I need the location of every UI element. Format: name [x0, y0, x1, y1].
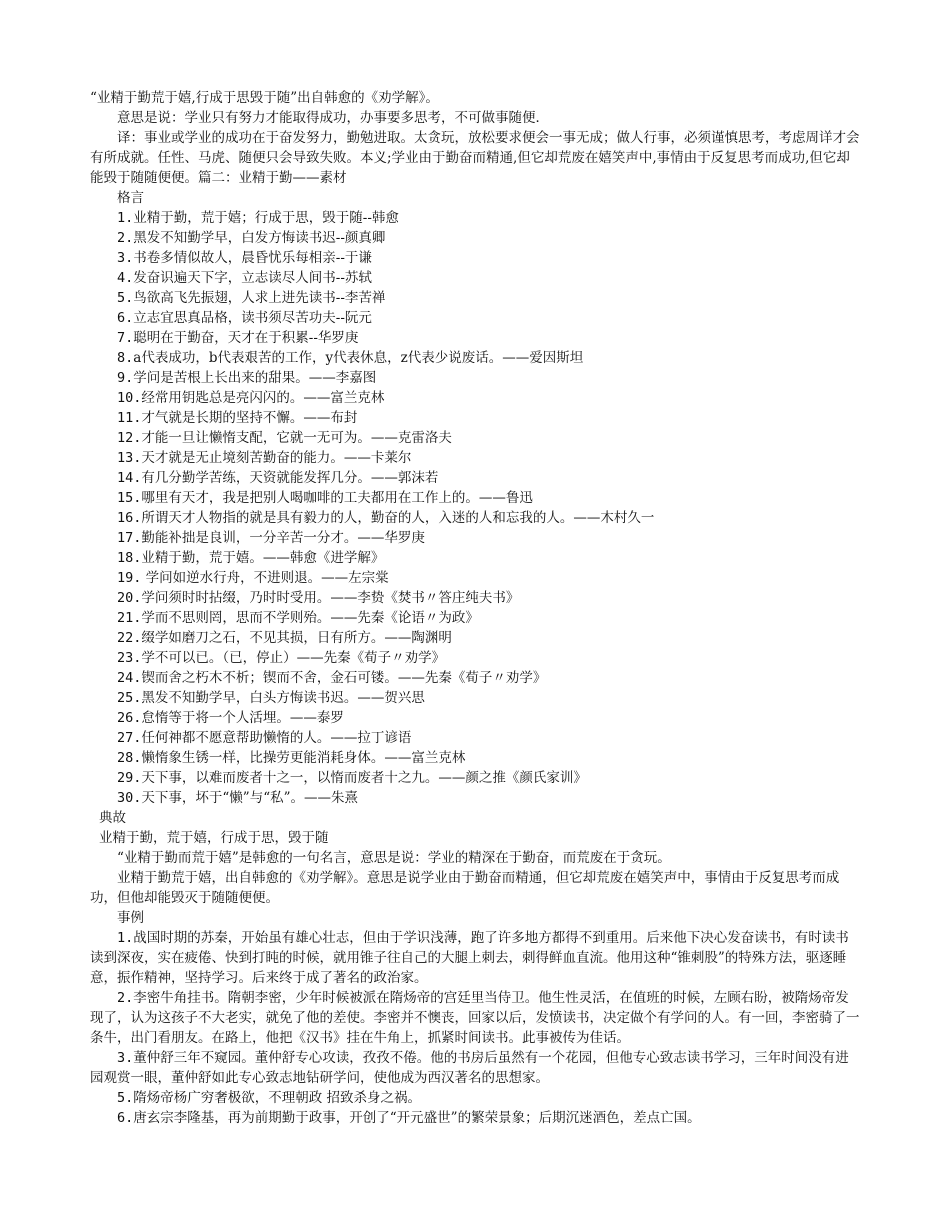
- list-item: [90, 228, 860, 248]
- item-text: 黑发不知勤学早，白发方悔读书迟--颜真卿: [133, 230, 386, 246]
- list-item: [90, 348, 860, 368]
- item-number: 3.: [117, 250, 134, 266]
- item-text: 才气就是长期的坚持不懈。——布封: [141, 410, 358, 426]
- item-number: 11.: [117, 410, 142, 426]
- item-number: 3.: [117, 1050, 134, 1066]
- list-item: [90, 1048, 860, 1088]
- list-item: [90, 688, 860, 708]
- list-item: [90, 528, 860, 548]
- list-item: [90, 288, 860, 308]
- item-number: 22.: [117, 630, 142, 646]
- item-text: 业精于勤，荒于嬉。——韩愈《进学解》: [141, 550, 385, 566]
- list-item: [90, 248, 860, 268]
- item-text: 战国时期的苏秦，开始虽有雄心壮志，但由于学识浅薄，跑了许多地方都得不到重用。后来他下决心发奋读书，有时读书读到深夜，实在疲倦、快到打盹的时候，就用锥子往自己的大腿上刺去，刺得鲜血直流。他用这种“锥刺股”的特殊方法，驱逐睡意，振作精神，坚持学习。后来终于成了著名的政治家。: [90, 930, 849, 986]
- list-item: [90, 408, 860, 428]
- item-text: 学不可以已。（已，停止）——先秦《荀子〃劝学》: [141, 650, 446, 666]
- item-number: 23.: [117, 650, 142, 666]
- item-number: 2.: [117, 230, 134, 246]
- item-number: 4.: [117, 270, 134, 286]
- list-item: [90, 388, 860, 408]
- item-number: 5.: [117, 290, 134, 306]
- item-text: 学而不思则罔，思而不学则殆。——先秦《论语〃为政》: [141, 610, 479, 626]
- item-number: 20.: [117, 590, 142, 606]
- item-text: 发奋识遍天下字，立志读尽人间书--苏轼: [133, 270, 372, 286]
- geyan-heading: 格言: [117, 190, 144, 206]
- list-item: [90, 208, 860, 228]
- list-item: [90, 668, 860, 688]
- list-item: [90, 1088, 860, 1108]
- diangu-line-1: 业精于勤，荒于嬉，行成于思，毁于随: [99, 830, 329, 846]
- list-item: [90, 988, 860, 1048]
- item-text: 怠惰等于将一个人活埋。——泰罗: [141, 710, 344, 726]
- list-item: [90, 548, 860, 568]
- item-text: 聪明在于勤奋，天才在于积累--华罗庚: [133, 330, 359, 346]
- intro-translation: 译：事业或学业的成功在于奋发努力，勤勉进取。太贪玩，放松要求便会一事无成；做人行事，必须谨慎思考，考虑周详才会有所成就。任性、马虎、随便只会导致失败。本义;学业由于勤奋而精通,但它却荒废在嬉笑声中,事情由于反复思考而成功,但它却能毁于随随便便。篇二：业精于勤——素材: [90, 130, 860, 186]
- item-text: 懒惰象生锈一样，比操劳更能消耗身体。——富兰克林: [141, 750, 466, 766]
- item-text: 锲而舍之朽木不析；锲而不舍，金石可镂。——先秦《荀子〃劝学》: [141, 670, 547, 686]
- item-text: 勤能补拙是良训，一分辛苦一分才。——华罗庚: [141, 530, 425, 546]
- item-text: 立志宜思真品格，读书须尽苦功夫--阮元: [133, 310, 372, 326]
- diangu-line-2: “业精于勤而荒于嬉”是韩愈的一句名言，意思是说：学业的精深在于勤奋，而荒废在于贪玩。: [117, 850, 671, 866]
- list-item: [90, 328, 860, 348]
- item-number: 29.: [117, 770, 142, 786]
- item-text: 缀学如磨刀之石，不见其损，日有所方。——陶渊明: [141, 630, 452, 646]
- item-number: 19.: [117, 570, 142, 586]
- item-text: 天才就是无止境刻苦勤奋的能力。——卡莱尔: [141, 450, 412, 466]
- list-item: [90, 768, 860, 788]
- item-text: a代表成功，b代表艰苦的工作，y代表休息，z代表少说废话。——爱因斯坦: [133, 350, 584, 366]
- item-text: 所谓天才人物指的就是具有毅力的人，勤奋的人，入迷的人和忘我的人。——木村久一: [141, 510, 655, 526]
- item-text: 董仲舒三年不窥园。董仲舒专心攻读，孜孜不倦。他的书房后虽然有一个花园，但他专心致志读书学习，三年时间没有进园观赏一眼，董仲舒如此专心致志地钻研学问，使他成为西汉著名的思想家。: [90, 1050, 849, 1086]
- shili-list: [90, 928, 860, 1128]
- list-item: [90, 788, 860, 808]
- item-text: 鸟欲高飞先振翅，人求上进先读书--李苦禅: [133, 290, 386, 306]
- list-item: [90, 748, 860, 768]
- item-number: 30.: [117, 790, 142, 806]
- item-number: 15.: [117, 490, 142, 506]
- list-item: [90, 448, 860, 468]
- list-item: [90, 708, 860, 728]
- item-number: 1.: [117, 930, 134, 946]
- diangu-heading: 典故: [99, 810, 126, 826]
- list-item: [90, 368, 860, 388]
- item-number: 6.: [117, 1110, 134, 1126]
- item-text: 学问如逆水行舟，不进则退。——左宗棠: [141, 570, 389, 586]
- item-number: 17.: [117, 530, 142, 546]
- item-text: 学问须时时拈缀，乃时时受用。——李贽《焚书〃答庄纯夫书》: [141, 590, 520, 606]
- item-number: 14.: [117, 470, 142, 486]
- item-number: 27.: [117, 730, 142, 746]
- diangu-line-3: 业精于勤荒于嬉，出自韩愈的《劝学解》。意思是说学业由于勤奋而精通，但它却荒废在嬉笑声中，事情由于反复思考而成功，但他却能毁灭于随随便便。: [90, 870, 840, 906]
- item-number: 25.: [117, 690, 142, 706]
- geyan-list: [90, 208, 860, 808]
- item-number: 12.: [117, 430, 142, 446]
- list-item: [90, 1108, 860, 1128]
- shili-heading: 事例: [117, 910, 144, 926]
- list-item: [90, 928, 860, 988]
- item-text: 学问是苦根上长出来的甜果。——李嘉图: [133, 370, 377, 386]
- list-item: [90, 268, 860, 288]
- item-number: 8.: [117, 350, 134, 366]
- item-text: 隋炀帝杨广穷奢极欲，不理朝政 招致杀身之祸。: [133, 1090, 422, 1106]
- item-number: 16.: [117, 510, 142, 526]
- item-text: 黑发不知勤学早，白头方悔读书迟。——贺兴思: [141, 690, 425, 706]
- item-number: 5.: [117, 1090, 134, 1106]
- item-text: 业精于勤，荒于嬉；行成于思，毁于随--韩愈: [133, 210, 399, 226]
- item-text: 唐玄宗李隆基，再为前期勤于政事，开创了“开元盛世”的繁荣景象；后期沉迷酒色，差点亡国。: [133, 1110, 701, 1126]
- item-number: 26.: [117, 710, 142, 726]
- item-text: 天下事，以难而废者十之一，以惰而废者十之九。——颜之推《颜氏家训》: [141, 770, 587, 786]
- item-number: 13.: [117, 450, 142, 466]
- item-number: 24.: [117, 670, 142, 686]
- list-item: [90, 428, 860, 448]
- list-item: [90, 608, 860, 628]
- item-number: 6.: [117, 310, 134, 326]
- intro-line-1: “业精于勤荒于嬉,行成于思毁于随”出自韩愈的《劝学解》。: [90, 90, 439, 106]
- list-item: [90, 728, 860, 748]
- list-item: [90, 568, 860, 588]
- list-item: [90, 648, 860, 668]
- item-number: 2.: [117, 990, 134, 1006]
- item-text: 李密牛角挂书。隋朝李密，少年时候被派在隋炀帝的宫廷里当侍卫。他生性灵活，在值班的时候，左顾右盼，被隋炀帝发现了，认为这孩子不大老实，就免了他的差使。李密并不懊丧，回家以后，发愤读书，决定做个有学问的人。有一回，李密骑了一条牛，出门看朋友。在路上，他把《汉书》挂在牛角上，抓紧时间读书。此事被传为佳话。: [90, 990, 860, 1046]
- item-number: 18.: [117, 550, 142, 566]
- item-text: 书卷多情似故人，晨昏忧乐每相亲--于谦: [133, 250, 372, 266]
- item-text: 天下事，坏于“懒”与“私”。——朱熹: [141, 790, 358, 806]
- item-number: 1.: [117, 210, 134, 226]
- item-number: 10.: [117, 390, 142, 406]
- list-item: [90, 488, 860, 508]
- item-text: 任何神都不愿意帮助懒惰的人。——拉丁谚语: [141, 730, 412, 746]
- list-item: [90, 588, 860, 608]
- document-page: [90, 88, 860, 1128]
- item-number: 28.: [117, 750, 142, 766]
- item-number: 7.: [117, 330, 134, 346]
- list-item: [90, 628, 860, 648]
- item-text: 经常用钥匙总是亮闪闪的。——富兰克林: [141, 390, 385, 406]
- list-item: [90, 468, 860, 488]
- item-text: 有几分勤学苦练，天资就能发挥几分。——郭沫若: [141, 470, 439, 486]
- item-number: 21.: [117, 610, 142, 626]
- item-text: 才能一旦让懒惰支配，它就一无可为。——克雷洛夫: [141, 430, 452, 446]
- item-number: 9.: [117, 370, 134, 386]
- item-text: 哪里有天才，我是把别人喝咖啡的工夫都用在工作上的。——鲁迅: [141, 490, 533, 506]
- list-item: [90, 308, 860, 328]
- list-item: [90, 508, 860, 528]
- intro-line-2: 意思是说：学业只有努力才能取得成功，办事要多思考，不可做事随便．: [117, 110, 549, 126]
